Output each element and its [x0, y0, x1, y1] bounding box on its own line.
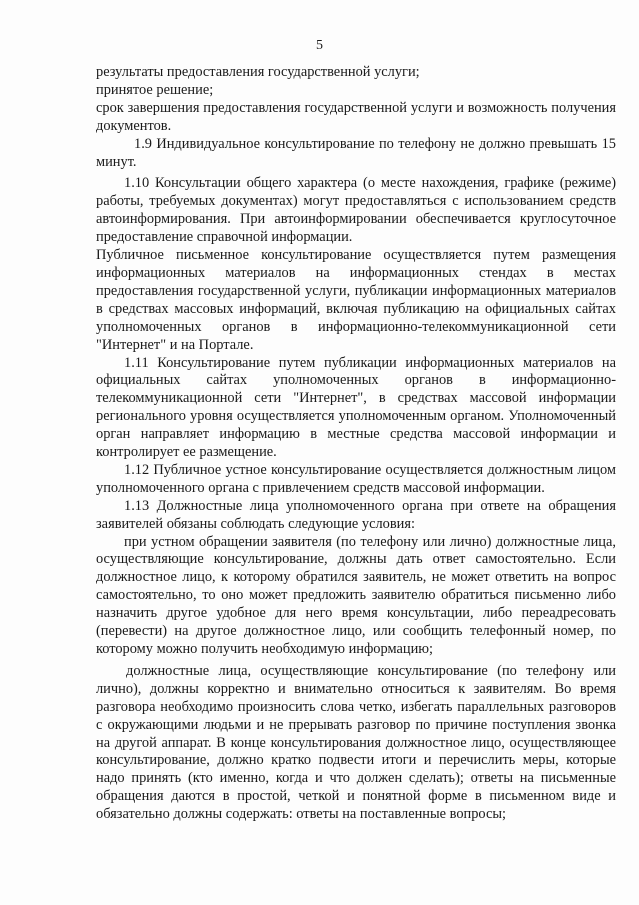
page-number: 5 [316, 38, 323, 53]
paragraph-decision: принятое решение; [96, 81, 214, 98]
paragraph-1-10: 1.10 Консультации общего характера (о месте нахождения, графике (режиме) работы, требуемых документах) могут предоставляться с использованием средств автоинформирования. При автоинформировании обеспечивается круглосуточное предоставление справочной информации. [96, 175, 616, 246]
paragraph-deadline: срок завершения предоставления государственной услуги и возможность получения документов. [96, 99, 616, 134]
paragraph-1-11: 1.11 Консультирование путем публикации информационных материалов на официальных сайтах уполномоченных органов в информационно-телекоммуникационной сети "Интернет", в средствах массовой информации регионального уровня осуществляется уполномоченным органом. Уполномоченный орган направляет информацию в местные средства массовой информации и контролирует ее размещение. [96, 354, 616, 461]
document-body [96, 64, 616, 824]
paragraph-oral-request: при устном обращении заявителя (по телефону или лично) должностные лица, осуществляющие консультирование, должны дать ответ самостоятельно. Если должностное лицо, к которому обратился заявитель, не может ответить на вопрос самостоятельно, то оно может предложить заявителю обратиться письменно либо назначить другое удобное для него время консультации, либо переадресовать (перевести) на другое должностное лицо, или сообщить телефонный номер, по которому можно получить необходимую информацию; [96, 533, 616, 657]
paragraph-officials-conduct: должностные лица, осуществляющие консультирование (по телефону или лично), должны корректно и внимательно относиться к заявителям. Во время разговора необходимо произносить слова четко, избегать параллельных разговоров с окружающими людьми и не прерывать разговор по причине поступления звонка на другой аппарат. В конце консультирования должностное лицо, осуществляющее консультирование, должно кратко подвести итоги и перечислить меры, которые надо принять (кто именно, когда и что должен сделать); ответы на письменные обращения даются в простой, четкой и понятной форме в письменном виде и обязательно должны содержать: ответы на поставленные вопросы; [96, 662, 616, 823]
paragraph-results: результаты предоставления государственной услуги; [96, 64, 420, 80]
paragraph-1-13: 1.13 Должностные лица уполномоченного органа при ответе на обращения заявителей обязаны соблюдать следующие условия: [96, 497, 616, 532]
paragraph-public-written: Публичное письменное консультирование осуществляется путем размещения информационных материалов на информационных стендах в местах предоставления государственной услуги, публикации информационных материалов в средствах массовых информаций, включая публикацию на официальных сайтах уполномоченных органов в информационно-телекоммуникационной сети "Интернет" и на Портале. [96, 247, 616, 353]
paragraph-1-12: 1.12 Публичное устное консультирование осуществляется должностным лицом уполномоченного органа с привлечением средств массовой информации. [96, 461, 616, 496]
paragraph-1-9: 1.9 Индивидуальное консультирование по телефону не должно превышать 15 минут. [96, 135, 616, 170]
